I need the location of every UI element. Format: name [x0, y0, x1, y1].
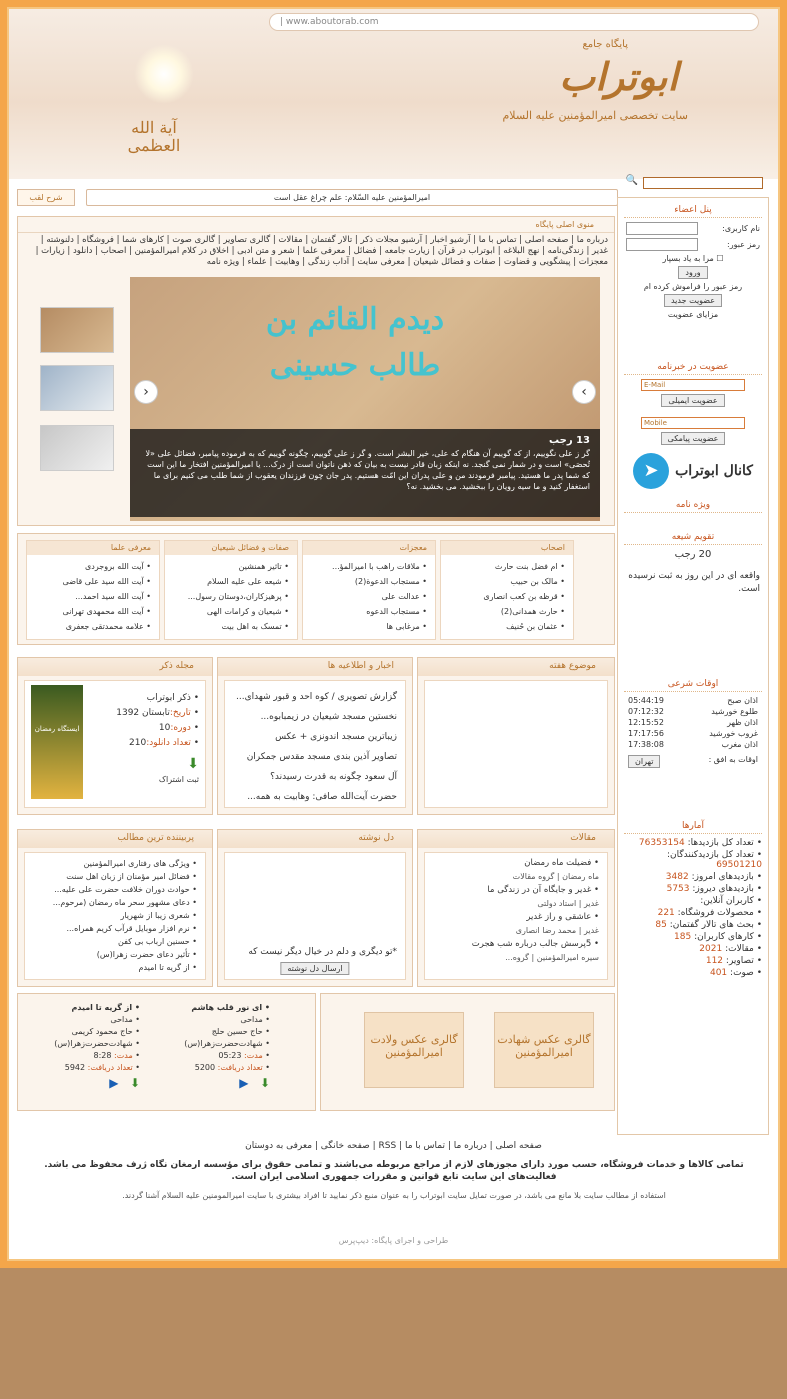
article-title[interactable]: عاشقی و راز غدیر — [526, 912, 592, 922]
audio-title[interactable]: از گریه تا امیدم — [71, 1003, 133, 1012]
box-title: پربیننده ترین مطالب — [18, 830, 212, 848]
topic-box — [417, 657, 615, 815]
list-item-label[interactable]: شعری زیبا از شهریار — [120, 911, 190, 920]
audio-title[interactable]: ای نور قلب هاشم — [191, 1003, 263, 1012]
audio-duration: 05:23 — [218, 1051, 242, 1060]
sms-subscribe-button[interactable]: عضویت پیامکی — [661, 432, 726, 445]
audio-box — [17, 993, 316, 1111]
audio-dur-label: مدت: — [244, 1051, 263, 1060]
stat-value: 2021 — [699, 944, 723, 954]
audio-dur-label: مدت: — [114, 1051, 133, 1060]
box-inner — [424, 852, 608, 980]
stat-key: محصولات فروشگاه: — [677, 908, 754, 918]
stat-row: • بحث های تالار گفتمان: 85 — [655, 920, 762, 930]
list-item[interactable]: • از گریه تا امیدم — [138, 963, 197, 972]
stat-row: • محصولات فروشگاه: 221 — [657, 908, 762, 918]
stat-row: • تعداد کل بازدیدها: 76353154 — [638, 838, 762, 848]
email-field[interactable]: E-Mail — [641, 379, 745, 391]
email-subscribe-button[interactable]: عضویت ایمیلی — [661, 394, 724, 407]
audio-reader: حاج حسین حلج — [211, 1027, 263, 1036]
prayer-name: اذان مغرب — [721, 740, 758, 749]
category-title: اصحاب — [441, 541, 573, 555]
article-item[interactable]: • عاشقی و راز غدیر غدیر | محمد رضا انصاری — [515, 912, 599, 935]
list-item[interactable]: • ویژگی های رفتاری امیرالمؤمنین — [83, 859, 197, 868]
login-button[interactable]: ورود — [678, 266, 707, 279]
send-diary-button[interactable]: ارسال دل نوشته — [280, 962, 349, 975]
prayer-name: طلوع خورشید — [711, 707, 758, 716]
main-menu-links[interactable]: درباره ما | صفحه اصلی | تماس با ما | آرشیو اخبار | آرشیو مجلات ذکر | تالار گفتمان | مقالات | گالری تصاویر | گالری صوت | کارهای شما | فروشگاه | دلنوشته | غدیر | زندگی‌نامه | نهج البلاغه | ابوتراب در قرآن | زیارت جامعه | فضائل | معرفی علما | شعر و متن ادبی | اخلاق در کلام امیرالمؤمنین | اصحاب | دانلود | زیارات | معجزات | پیشگویی و قضاوت | صفات و فضائل شیعیان | معرفی سایت | آداب زندگی | وهابیت | علماء | ویژه نامه — [35, 235, 608, 267]
list-item-label[interactable]: حسنین ارباب بی کفن — [117, 937, 190, 946]
calendar-title: تقویم شیعه — [624, 529, 762, 545]
list-item-label[interactable]: از گریه تا امیدم — [138, 963, 190, 972]
audio-genre: مداحی — [240, 1015, 263, 1024]
article-item[interactable]: • فضیلت ماه رمضان ماه رمضان | گروه مقالات — [512, 858, 599, 881]
stat-value: 3482 — [665, 872, 689, 882]
password-label: رمز عبور: — [727, 240, 760, 249]
box-title: دل نوشته — [218, 830, 412, 848]
stat-row: • کارهای کاربران: 185 — [674, 932, 762, 942]
article-meta: سیره امیرالمؤمنین | گروه... — [505, 953, 599, 962]
download-icon[interactable]: ⬇ — [129, 1076, 140, 1090]
prayer-name: اذان ظهر — [727, 718, 758, 727]
article-item[interactable]: • 5پرسش جالب درباره شب هجرت سیره امیرالمؤمنین | گروه... — [471, 939, 599, 962]
stat-key: بازدیدهای دیروز: — [692, 884, 754, 894]
logo-subtitle: سایت تخصصی امیرالمؤمنین علیه السلام — [502, 109, 688, 122]
list-item[interactable]: • حارث همدانی(2) — [441, 604, 565, 619]
telegram-label: کانال ابوتراب — [675, 463, 753, 479]
stat-row: • مقالات: 2021 — [699, 944, 762, 954]
magazine-date: تابستان 1392 — [116, 708, 170, 718]
article-meta: ماه رمضان | گروه مقالات — [512, 872, 599, 881]
news-item[interactable]: گزارش تصویری / کوه احد و قبور شهدای... — [236, 692, 397, 702]
magazine-info: • ذکر ابوتراب • تاریخ:تابستان 1392 • دوره:10 • تعداد دانلود:210 ⬇ ثبت اشتراک — [116, 691, 199, 787]
slider-next-button[interactable]: › — [572, 380, 596, 404]
slider-thumb-3[interactable] — [40, 425, 114, 471]
slider-calligraphy: دیدم القائم بن طالب حسینی — [265, 302, 445, 383]
prayer-name: غروب خورشید — [709, 729, 758, 738]
prayer-time: 12:15:52 — [628, 718, 664, 727]
stat-key: کارهای کاربران: — [694, 932, 754, 942]
remember-label: مرا به یاد بسپار — [662, 254, 714, 263]
category-title: معجزات — [303, 541, 435, 555]
list-item[interactable]: • آیت الله سید احمد... — [27, 589, 151, 604]
article-title[interactable]: غدیر و جایگاه آن در زندگی ما — [487, 885, 592, 895]
login-panel-title: پنل اعضاء — [624, 202, 762, 218]
stat-key: تصاویر: — [725, 956, 754, 966]
membership-benefits-link[interactable]: مزایای عضویت — [667, 310, 719, 319]
play-icon[interactable]: ▶ — [239, 1076, 249, 1090]
stat-key: بازدیدهای امروز: — [691, 872, 754, 882]
prayer-name: اذان صبح — [727, 696, 758, 705]
list-item[interactable]: • مالک بن حبیب — [441, 574, 565, 589]
stat-key: کاربران آنلاین: — [700, 896, 754, 906]
category-title: معرفی علما — [27, 541, 159, 555]
stat-key: تعداد کل بازدیدکنندگان: — [666, 850, 754, 860]
register-button[interactable]: عضویت جدید — [664, 294, 722, 307]
diary-text: *تو دیگری و دلم در خیال دیگر نیست که — [248, 947, 397, 957]
diary-box — [217, 829, 413, 987]
audio-downloads: 5942 — [64, 1063, 86, 1072]
remember-checkbox[interactable]: ☐ — [716, 254, 724, 263]
list-item[interactable]: • علامه محمدتقی جعفری — [27, 619, 151, 634]
download-icon[interactable]: ⬇ — [259, 1076, 270, 1090]
download-icon[interactable]: ⬇ — [187, 756, 199, 772]
slider-caption-text: گر ز علی نگوییم، از که گوییم آن هنگام که علی، خیر البشر است. و گر ز علی گوییم، چگونه گوییم که به فرموده پیامبر، فضائل علی «لا تُحصَی» است و در شمار نمی گنجد. نه اینکه زبان قادر نیست به بیان که ذهن ناتوان است از درک... یا امیرالمؤمنین افتخار ما این است که شما پدر ما هستید. پیامبر فرمودند من و علی پدران این امّت هستیم. پدر جان چون فرزندان یعقوب از شما طلب می کنیم برای ما استغفار کنید و ما سیه رویان را ببخشید. می بخشید. نه؟ — [145, 449, 590, 491]
list-item[interactable]: • فضائل امیر مؤمنان از زبان اهل سنت — [66, 872, 197, 881]
calendar-text: واقعه ای در این روز به ثبت نرسیده است. — [628, 571, 760, 594]
slider-caption — [130, 429, 600, 517]
category-column — [302, 540, 436, 640]
list-item[interactable]: • مرغابی ها — [303, 619, 427, 634]
sidebar — [617, 197, 769, 1135]
audio-occasion: شهادت‌حضرت‌زهرا(س) — [184, 1039, 263, 1048]
city-label: اوقات به افق : — [708, 755, 758, 764]
list-item-label[interactable]: دعای مشهور سحر ماه رمضان (مرحوم... — [52, 898, 190, 907]
list-item-label[interactable]: حوادث دوران خلافت حضرت علی علیه... — [54, 885, 190, 894]
magazine-period: 10 — [158, 723, 171, 733]
site-logo[interactable]: ابوتراب — [559, 54, 678, 99]
article-title[interactable]: فضیلت ماه رمضان — [524, 858, 592, 868]
news-item[interactable]: حضرت آیت‌الله صافی: وهابیت به همه... — [247, 792, 397, 802]
category-column — [440, 540, 574, 640]
stats-title: آمارها — [624, 818, 762, 834]
quote-bar: امیرالمؤمنین علیه السّلام: علم چراغ عقل است — [86, 189, 618, 206]
stat-row: • تعداد کل بازدیدکنندگان: 69501210 — [666, 850, 762, 870]
list-item[interactable]: • آیت الله سید علی قاضی — [27, 574, 151, 589]
news-item[interactable]: زیباترین مسجد اندونزی + عکس — [275, 732, 397, 742]
gallery-item[interactable]: گالری عکس ولادت امیرالمؤمنین — [364, 1012, 464, 1088]
box-title: مجله ذکر — [18, 658, 212, 676]
stat-value: 69501210 — [716, 860, 762, 870]
list-item[interactable]: • شعری زیبا از شهریار — [120, 911, 197, 920]
box-title: اخبار و اطلاعیه ها — [218, 658, 412, 676]
sun-decoration — [134, 44, 194, 104]
audio-duration: 8:28 — [93, 1051, 112, 1060]
box-title: مقالات — [418, 830, 614, 848]
box-inner — [24, 680, 206, 808]
list-item[interactable]: • پرهیزکاران،دوستان رسول... — [165, 589, 289, 604]
article-item[interactable]: • غدیر و جایگاه آن در زندگی ما غدیر | استاد دولتی — [487, 885, 599, 908]
article-meta: غدیر | استاد دولتی — [537, 899, 599, 908]
password-input[interactable] — [626, 238, 698, 251]
quote-explain-button[interactable]: شرح لقب — [17, 189, 75, 206]
news-item[interactable]: آل سعود چگونه به قدرت رسیدند؟ — [270, 772, 397, 782]
footer-note: تمامی کالاها و خدمات فروشگاه، حسب مورد دارای مجوزهای لازم از مراجع مربوطه می‌باشند و تمامی حقوق برای مؤسسه ارمغان نگاه ژرف محفوظ می باشد. فعالیت‌های این سایت تابع قوانین و مقررات جمهوری اسلامی ایران است. — [44, 1160, 744, 1182]
list-item[interactable]: • دعای مشهور سحر ماه رمضان (مرحوم... — [52, 898, 197, 907]
list-item[interactable]: • شیعیان و کرامات الهی — [165, 604, 289, 619]
main-menu-box — [17, 216, 615, 526]
username-label: نام کاربری: — [722, 224, 760, 233]
calligraphy-text: آیة الله العظمی — [127, 118, 181, 155]
magazine-cover-label: ایستگاه رمضان — [34, 725, 80, 733]
stat-value: 401 — [709, 968, 728, 978]
list-item[interactable]: • آیت الله محمهدی تهرانی — [27, 604, 151, 619]
list-item[interactable]: • تأثیر دعای حضرت زهرا(س) — [96, 950, 197, 959]
stat-value: 76353154 — [638, 838, 685, 848]
box-inner — [424, 680, 608, 808]
telegram-icon: ➤ — [633, 453, 669, 489]
prayer-time: 17:17:56 — [628, 729, 664, 738]
stat-key: بحث های تالار گفتمان: — [669, 920, 754, 930]
category-column — [164, 540, 298, 640]
special-title[interactable]: ویژه نامه — [624, 497, 762, 513]
logo-top-text: پایگاه جامع — [582, 39, 628, 50]
list-item[interactable]: • شیعه علی علیه السلام — [165, 574, 289, 589]
list-item[interactable]: • ام فضل بنت حارث — [441, 559, 565, 574]
audio-dl-label: تعداد دریافت: — [87, 1063, 133, 1072]
subscribe-link[interactable]: ثبت اشتراک — [158, 775, 199, 784]
stat-value: 85 — [655, 920, 667, 930]
list-item[interactable]: • آیت الله بروجردی — [27, 559, 151, 574]
popular-box — [17, 829, 213, 987]
search-input[interactable] — [643, 177, 763, 189]
audio-genre: مداحی — [110, 1015, 133, 1024]
audio-downloads: 5200 — [194, 1063, 216, 1072]
list-item[interactable]: • عثمان بن حُنیف — [441, 619, 565, 634]
stat-key: تعداد کل بازدیدها: — [687, 838, 754, 848]
stat-row: • صوت: 401 — [709, 968, 762, 978]
list-item[interactable]: • نرم افزار موبایل قرآب کریم همراه... — [66, 924, 197, 933]
audio-dl-label: تعداد دریافت: — [217, 1063, 263, 1072]
stat-value: 185 — [674, 932, 692, 942]
news-item[interactable]: نخستین مسجد شیعیان در زیمبابوه... — [260, 712, 397, 722]
list-item[interactable]: • قرظه بن کعب انصاری — [441, 589, 565, 604]
username-input[interactable] — [626, 222, 698, 235]
list-item[interactable]: • مستجاب الدعوه — [303, 604, 427, 619]
magazine-name[interactable]: ذکر ابوتراب — [146, 693, 191, 703]
prayer-time: 17:38:08 — [628, 740, 664, 749]
magazine-box — [17, 657, 213, 815]
gallery-item[interactable]: گالری عکس شهادت امیرالمؤمنین — [494, 1012, 594, 1088]
audio-reader: حاج محمود کریمی — [71, 1027, 133, 1036]
stat-key: صوت: — [730, 968, 754, 978]
newsletter-title: عضویت در خبرنامه — [624, 359, 762, 375]
slider-prev-button[interactable]: ‹ — [134, 380, 158, 404]
magazine-dl-label: تعداد دانلود: — [146, 738, 191, 748]
categories-carousel — [17, 533, 615, 645]
telegram-channel[interactable] — [618, 453, 768, 489]
stat-row: • بازدیدهای امروز: 3482 — [665, 872, 762, 882]
audio-item[interactable]: • از گریه تا امیدم • مداحی • حاج محمود کریمی • شهادت‌حضرت‌زهرا(س) • مدت: 8:28 • تعداد دریافت: 5942 ⬇ ▶ — [54, 1003, 140, 1090]
city-select[interactable]: تهران — [628, 755, 660, 768]
stat-value: 5753 — [666, 884, 690, 894]
slider-caption-title: 13 رجب — [549, 435, 590, 446]
slider-thumb-2[interactable] — [40, 365, 114, 411]
list-item[interactable]: • مستجاب الدعوة(2) — [303, 574, 427, 589]
category-column — [26, 540, 160, 640]
magazine-cover[interactable] — [31, 685, 83, 799]
list-item-label[interactable]: تأثیر دعای حضرت زهرا(س) — [96, 950, 190, 959]
search-icon[interactable]: 🔍 — [625, 175, 638, 186]
stat-value: 221 — [657, 908, 675, 918]
list-item[interactable]: • حوادث دوران خلافت حضرت علی علیه... — [54, 885, 197, 894]
list-item[interactable]: • حسنین ارباب بی کفن — [117, 937, 197, 946]
calendar-date: 20 رجب — [674, 549, 712, 560]
play-icon[interactable]: ▶ — [109, 1076, 119, 1090]
stat-value: 112 — [705, 956, 724, 966]
slider-thumb-1[interactable] — [40, 307, 114, 353]
footer-links[interactable]: صفحه اصلی | درباره ما | تماس با ما | RSS | صفحه خانگی | معرفی به دوستان — [245, 1141, 542, 1151]
box-inner — [24, 852, 206, 980]
magazine-dl: 210 — [129, 738, 147, 748]
article-meta: غدیر | محمد رضا انصاری — [515, 926, 599, 935]
stat-row: • بازدیدهای دیروز: 5753 — [666, 884, 762, 894]
news-box — [217, 657, 413, 815]
mobile-field[interactable]: Mobile — [641, 417, 745, 429]
list-item[interactable]: • تاثیر همنشین — [165, 559, 289, 574]
magazine-period-label: دوره: — [170, 723, 191, 733]
prayer-time: 05:44:19 — [628, 696, 664, 705]
audio-item[interactable]: • ای نور قلب هاشم • مداحی • حاج حسین حلج • شهادت‌حضرت‌زهرا(س) • مدت: 05:23 • تعداد دریافت: 5200 ⬇ ▶ — [184, 1003, 270, 1090]
box-inner — [224, 852, 406, 980]
articles-box — [417, 829, 615, 987]
list-item-label[interactable]: ویژگی های رفتاری امیرالمؤمنین — [83, 859, 190, 868]
main-menu-title: منوی اصلی پایگاه — [18, 217, 614, 233]
news-item[interactable]: تصاویر آذین بندی مسجد مقدس جمکران — [246, 752, 397, 762]
footer-note-2: استفاده از مطالب سایت بلا مانع می باشد، در صورت تمایل سایت ابوتراب را به عنوان منبع ذکر نمایید تا افراد بیشتری با سایت امیرالمومنین علیه السلام آشنا گردند. — [122, 1191, 666, 1200]
audio-occasion: شهادت‌حضرت‌زهرا(س) — [54, 1039, 133, 1048]
url-bar: | www.aboutorab.com — [269, 13, 759, 31]
list-item[interactable]: • ملاقات راهب با امیرالمؤ... — [303, 559, 427, 574]
box-title: موضوع هفته — [418, 658, 614, 676]
slider[interactable] — [130, 277, 600, 521]
list-item[interactable]: • تمسک به اهل بیت — [165, 619, 289, 634]
box-inner — [224, 680, 406, 808]
page — [7, 7, 780, 1261]
site-header — [9, 9, 778, 179]
gallery-box — [320, 993, 615, 1111]
article-title[interactable]: 5پرسش جالب درباره شب هجرت — [471, 939, 592, 949]
list-item-label[interactable]: فضائل امیر مؤمنان از زبان اهل سنت — [66, 872, 190, 881]
forgot-password-link[interactable]: رمز عبور را فراموش کرده ام — [643, 282, 743, 291]
stat-key: مقالات: — [725, 944, 754, 954]
category-title: صفات و فضائل شیعیان — [165, 541, 297, 555]
prayer-times-title: اوقات شرعی — [624, 676, 762, 692]
stat-row: • کاربران آنلاین: — [700, 896, 762, 906]
stat-row: • تصاویر: 112 — [705, 956, 762, 966]
list-item-label[interactable]: نرم افزار موبایل قرآب کریم همراه... — [66, 924, 190, 933]
magazine-date-label: تاریخ: — [169, 708, 191, 718]
prayer-time: 07:12:32 — [628, 707, 664, 716]
list-item[interactable]: • عدالت علی — [303, 589, 427, 604]
footer-design[interactable]: طراحی و اجرای پایگاه: دیپ‌پرس — [338, 1236, 449, 1245]
